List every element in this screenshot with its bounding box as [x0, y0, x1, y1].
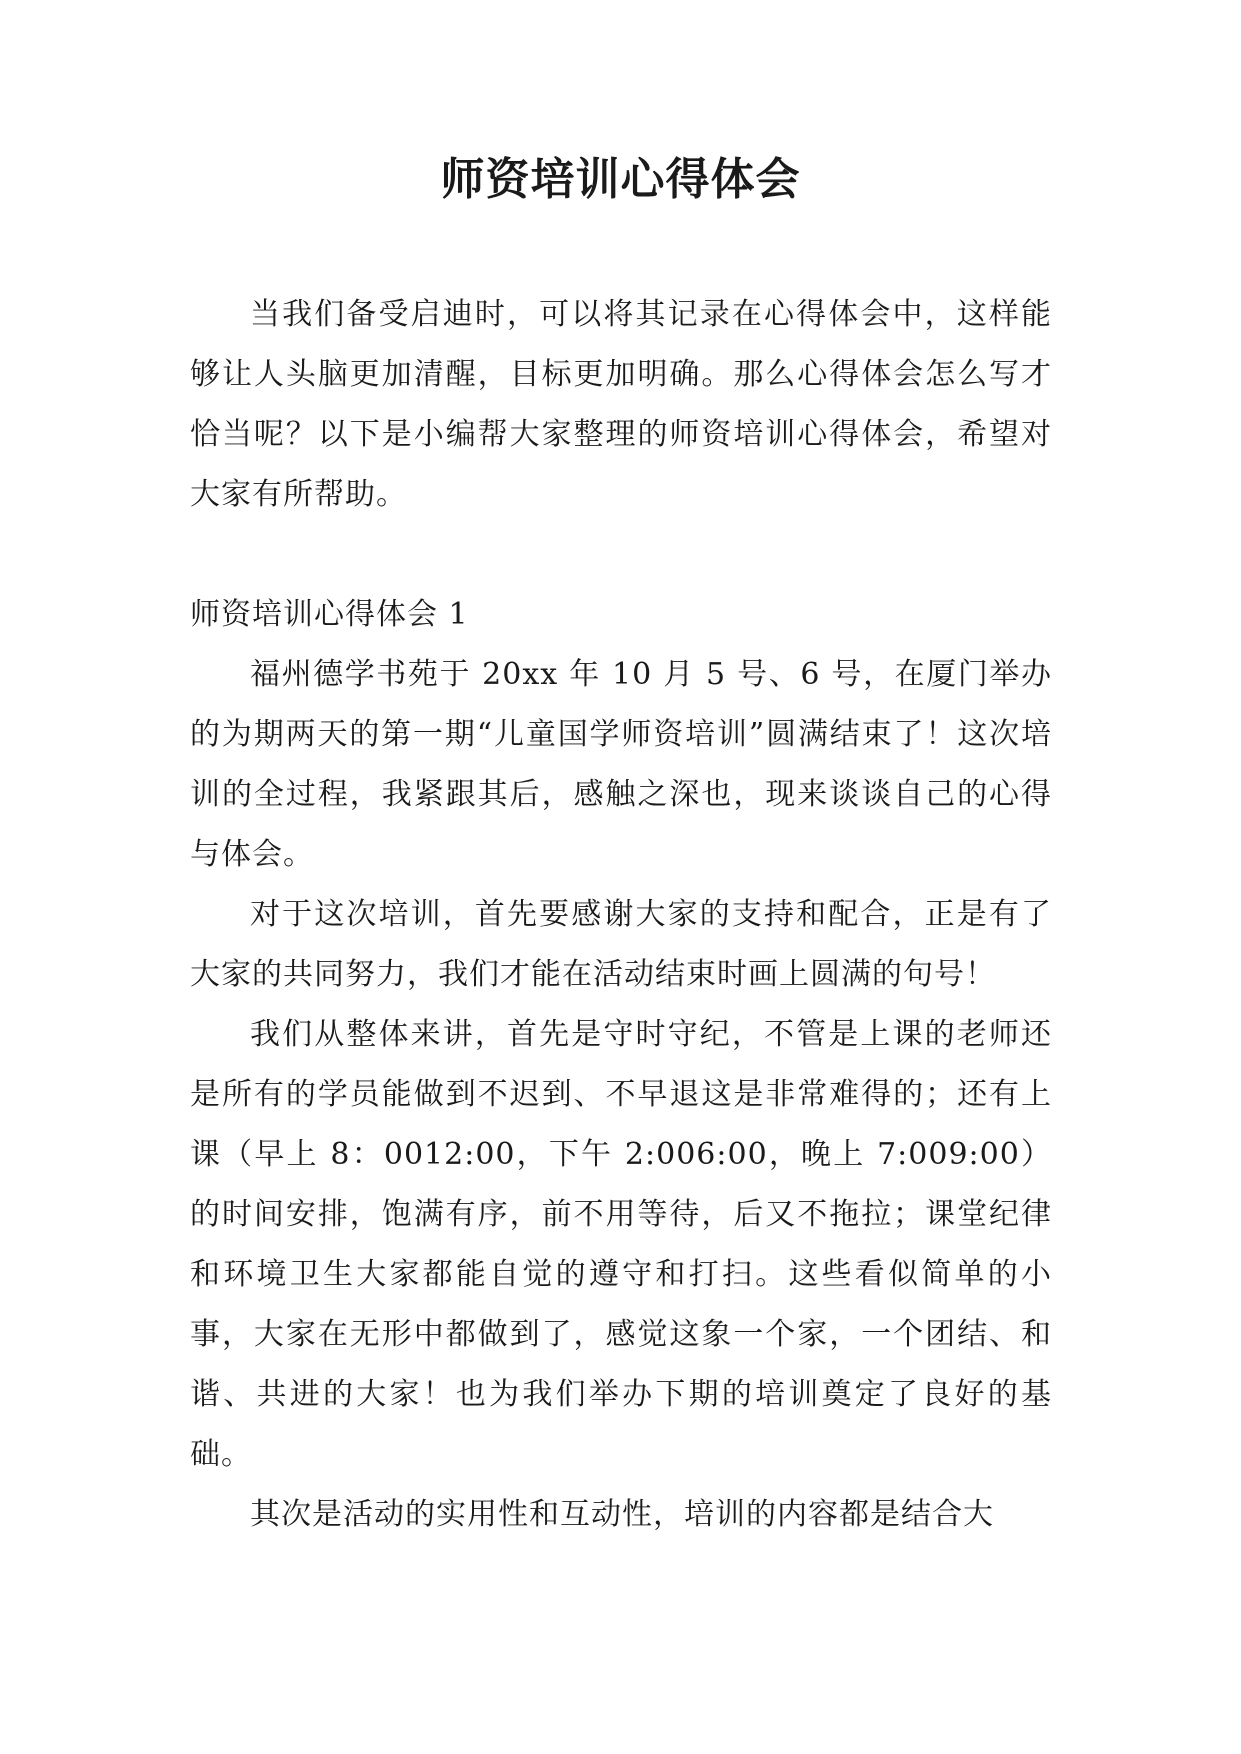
body-paragraph: 我们从整体来讲，首先是守时守纪，不管是上课的老师还是所有的学员能做到不迟到、不早退这是非常难得的；还有上课（早上 8：0012:00，下午 2:006:00，晚上 7:009:00）的时间安排，饱满有序，前不用等待，后又不拖拉；课堂纪律和环境卫生大家都能自觉的遵守和打扫。这些看似简单的小事，大家在无形中都做到了，感觉这象一个家，一个团结、和谐、共进的大家！也为我们举办下期的培训奠定了良好的基础。	[190, 1017, 1052, 1472]
body-paragraph: 其次是活动的实用性和互动性，培训的内容都是结合大	[250, 1497, 994, 1532]
document-title: 师资培训心得体会	[440, 154, 801, 205]
intro-paragraph: 当我们备受启迪时，可以将其记录在心得体会中，这样能够让人头脑更加清醒，目标更加明确。那么心得体会怎么写才恰当呢？以下是小编帮大家整理的师资培训心得体会，希望对大家有所帮助。	[190, 297, 1052, 512]
body-paragraph: 对于这次培训，首先要感谢大家的支持和配合，正是有了大家的共同努力，我们才能在活动结束时画上圆满的句号！	[190, 897, 1052, 992]
body-paragraph: 福州德学书苑于 20xx 年 10 月 5 号、6 号，在厦门举办的为期两天的第一期“儿童国学师资培训”圆满结束了！这次培训的全过程，我紧跟其后，感触之深也，现来谈谈自己的心得与体会。	[190, 657, 1052, 872]
document-body	[190, 285, 1052, 1545]
section-heading: 师资培训心得体会 1	[190, 597, 469, 632]
